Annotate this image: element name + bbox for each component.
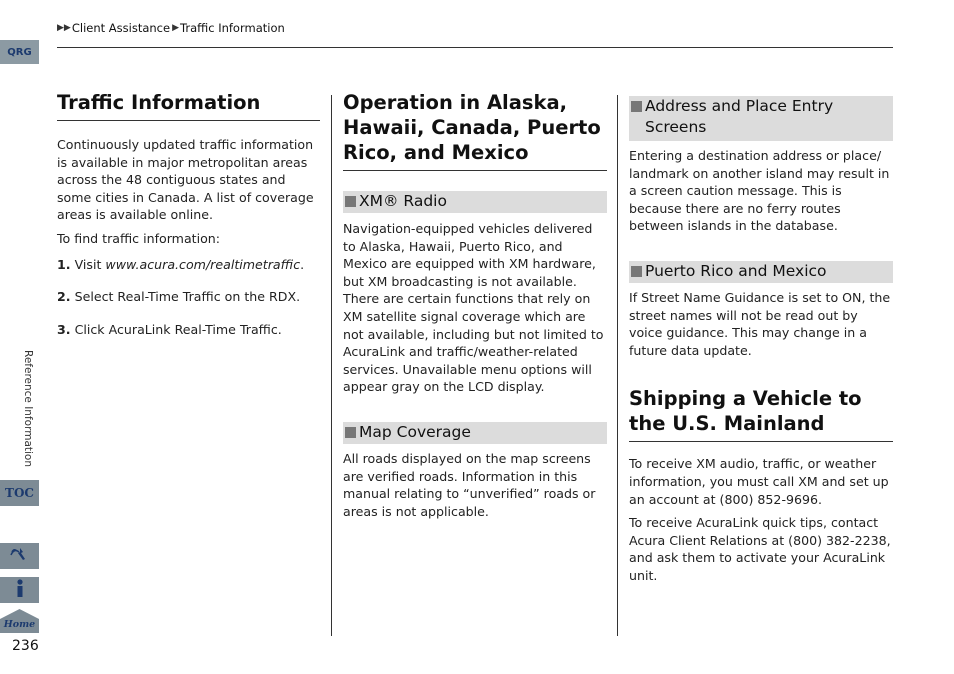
home-label: Home (3, 619, 36, 630)
top-divider (57, 47, 893, 48)
info-tab[interactable] (0, 577, 39, 603)
step-number: 3. (57, 321, 71, 337)
heading-square-icon (631, 101, 642, 112)
breadcrumb-item-client-assistance[interactable]: Client Assistance (71, 21, 171, 35)
traffic-intro-text: Continuously updated traffic information is available in major metropolitan areas across the 48 contiguous states and some cities in Canada. A list of coverage areas is available online. (57, 137, 314, 223)
home-tab[interactable] (0, 609, 39, 633)
traffic-url-link[interactable]: www.acura.com/realtimetraffic (105, 256, 301, 272)
home-icon (0, 609, 39, 633)
right-column (629, 90, 893, 585)
heading-square-icon (631, 266, 642, 277)
traffic-lead-text: To find traffic information: (57, 230, 221, 246)
voice-command-icon (9, 544, 31, 568)
section-label: Reference Information (22, 350, 34, 467)
step-item (57, 288, 320, 306)
operation-title: Operation in Alaska, Hawaii, Canada, Puerto Rico, and Mexico (343, 90, 607, 171)
traffic-information-title: Traffic Information (57, 90, 320, 121)
breadcrumb (57, 21, 287, 35)
address-entry-heading-text: Address and Place Entry Screens (645, 97, 834, 136)
step-number: 2. (57, 289, 71, 305)
page-number: 236 (12, 638, 39, 654)
puerto-rico-heading (629, 261, 893, 283)
step-text: Click AcuraLink Real-Time Traffic. (74, 321, 282, 337)
step-number: 1. (57, 256, 71, 272)
puerto-rico-text: If Street Name Guidance is set to ON, the street names will not be read out by voice guidance. This may change in a future data update. (629, 289, 891, 358)
breadcrumb-arrow-icon: ▶ (172, 23, 179, 33)
step-text: Select Real-Time Traffic on the RDX. (74, 289, 301, 305)
heading-square-icon (345, 196, 356, 207)
shipping-text-1: To receive XM audio, traffic, or weather information, you must call XM and set up an account at (800) 852-9696. (629, 456, 889, 507)
info-icon (13, 578, 27, 602)
xm-radio-heading (343, 191, 607, 213)
address-entry-text: Entering a destination address or place/ landmark on another island may result in a screen caution message. This is because there are no ferry routes between islands in the database. (629, 148, 890, 234)
traffic-information-column (57, 90, 320, 338)
step-item (57, 321, 320, 339)
voice-command-tab[interactable] (0, 543, 39, 569)
step-text-suffix: . (300, 256, 305, 272)
xm-radio-text: Navigation-equipped vehicles delivered to Alaska, Hawaii, Puerto Rico, and Mexico are equipped with XM hardware, but XM broadcasting is not available. There are certain functions that rely on XM satellite signal coverage which are not available, including but not limited to AcuraLink and traffic/weather-related services. Unavailable menu options will appear gray on the LCD display. (343, 221, 604, 395)
shipping-title: Shipping a Vehicle to the U.S. Mainland (629, 386, 893, 442)
breadcrumb-item-traffic-information: Traffic Information (180, 21, 285, 35)
toc-tab[interactable] (0, 480, 39, 506)
step-item (57, 256, 320, 274)
qrg-tab[interactable] (0, 40, 39, 64)
puerto-rico-heading-text: Puerto Rico and Mexico (645, 261, 827, 280)
map-coverage-text: All roads displayed on the map screens are verified roads. Information in this manual relating to “unverified” roads or areas is not applicable. (343, 450, 596, 519)
operation-column (343, 90, 607, 520)
address-entry-heading (629, 96, 893, 141)
column-divider (617, 95, 618, 636)
breadcrumb-arrow-icon: ▶▶ (57, 23, 71, 33)
shipping-text-2: To receive AcuraLink quick tips, contact Acura Client Relations at (800) 382-2238, and ask them to activate your AcuraLink unit. (629, 515, 891, 583)
toc-label: TOC (5, 486, 34, 500)
xm-radio-heading-text: XM® Radio (359, 192, 447, 210)
map-coverage-heading (343, 422, 607, 444)
column-divider (331, 95, 332, 636)
qrg-label: QRG (7, 46, 32, 58)
heading-square-icon (345, 427, 356, 438)
step-text: Visit (74, 256, 106, 272)
map-coverage-heading-text: Map Coverage (359, 422, 471, 441)
